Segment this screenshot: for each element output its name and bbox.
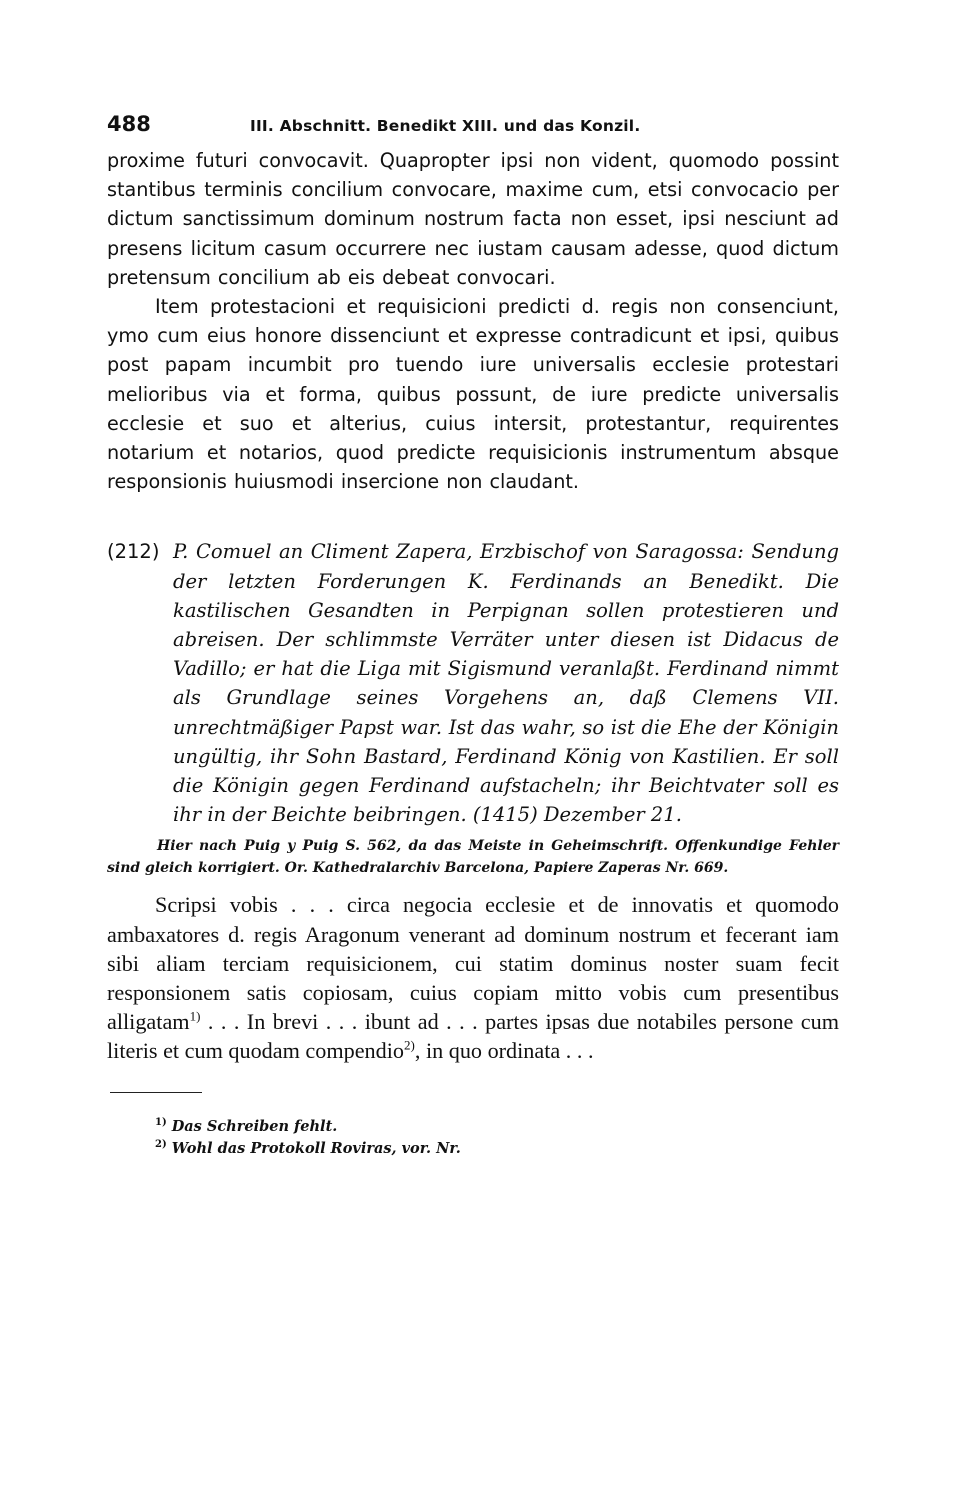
footnote-1 <box>155 1116 839 1138</box>
entry-summary: P. Comuel an Climent Zapera, Erzbischof von Saragossa: Sendung der letzten Forderungen K. Ferdinands an Benedikt. Die kastilischen Gesandten in Perpignan sollen protestieren und abreisen. Der schlimmste Verräter unter diesen ist Didacus de Vadillo; er hat die Liga mit Sigismund veranlaßt. Ferdinand nimmt als Grundlage seines Vorgehens an, daß Clemens VII. unrechtmäßiger Papst war. Ist das wahr, so ist die Ehe der Königin ungültig, ihr Sohn Bastard, Ferdinand König von Kastilien. Er soll die Königin gegen Ferdinand aufstacheln; ihr Beichtvater soll es ihr in der Beichte beibringen. (1415) Dezember 21. <box>173 540 839 827</box>
footnote-marker-2: 2) <box>155 1138 167 1150</box>
letter-text-part-1: Scripsi vobis . . . circa negocia ecclesie et de innovatis et quomodo ambaxatores d. regis Aragonum venerant ad dominum nostrum et fecerant iam sibi aliam terciam requisicionem, cui statim dominus noster suam fecit responsionem satis copiosam, cuius copiam mitto vobis cum presentibus alligatam <box>107 892 839 1035</box>
letter-text-part-3: , in quo ordinata . . . <box>414 1038 594 1064</box>
document-entry <box>107 537 839 829</box>
letter-text <box>107 890 839 1065</box>
footnote-ref-2[interactable]: 2) <box>404 1038 415 1054</box>
footnotes <box>107 1116 839 1160</box>
running-header <box>107 112 839 146</box>
footnote-2 <box>155 1138 839 1160</box>
footnote-ref-1[interactable]: 1) <box>189 1008 201 1024</box>
footnote-text-2: Wohl das Protokoll Roviras, vor. Nr. <box>171 1139 461 1157</box>
body-paragraph-1: proxime futuri convocavit. Quapropter ipsi non vident, quomodo possint stantibus terminis concilium convocare, maxime cum, etsi convocacio per dictum sanctissimum dominum nostrum facta non esset, ipsi nesciunt ad presens licitum casum occurrere nec iustam causam adesse, quod dictum pretensum concilium ab eis debeat convocari. <box>107 149 839 289</box>
body-paragraph-2: Item protestacioni et requisicioni predicti d. regis non consenciunt, ymo cum eius honore dissenciunt et expresse contradicunt et ipsi, quibus post papam incumbit pro tuendo iure universalis ecclesie protestari melioribus via et forma, quibus possunt, de iure predicte universalis ecclesie et suo et alterius, cuius intersit, protestantur, requirentes notarium et notarios, quod predicte requisicionis instrumentum absque responsionis huiusmodi insercione non claudant. <box>107 295 839 494</box>
document-page <box>107 112 839 1160</box>
letter-text-part-2: . . . In brevi . . . ibunt ad . . . partes ipsas due notabiles persone cum literis et cum quodam compendio <box>107 1009 839 1064</box>
running-title: III. Abschnitt. Benedikt XIII. und das Konzil. <box>250 117 641 135</box>
footnote-marker-1: 1) <box>155 1116 167 1128</box>
page-number: 488 <box>107 112 151 136</box>
entry-number: (212) <box>107 540 160 564</box>
footnote-text-1: Das Schreiben fehlt. <box>171 1117 338 1135</box>
footnote-divider <box>110 1092 202 1093</box>
source-note: Hier nach Puig y Puig S. 562, da das Meiste in Geheimschrift. Offenkundige Fehler sind gleich korrigiert. Or. Kathedralarchiv Barcelona, Papiere Zaperas Nr. 669. <box>107 838 839 877</box>
